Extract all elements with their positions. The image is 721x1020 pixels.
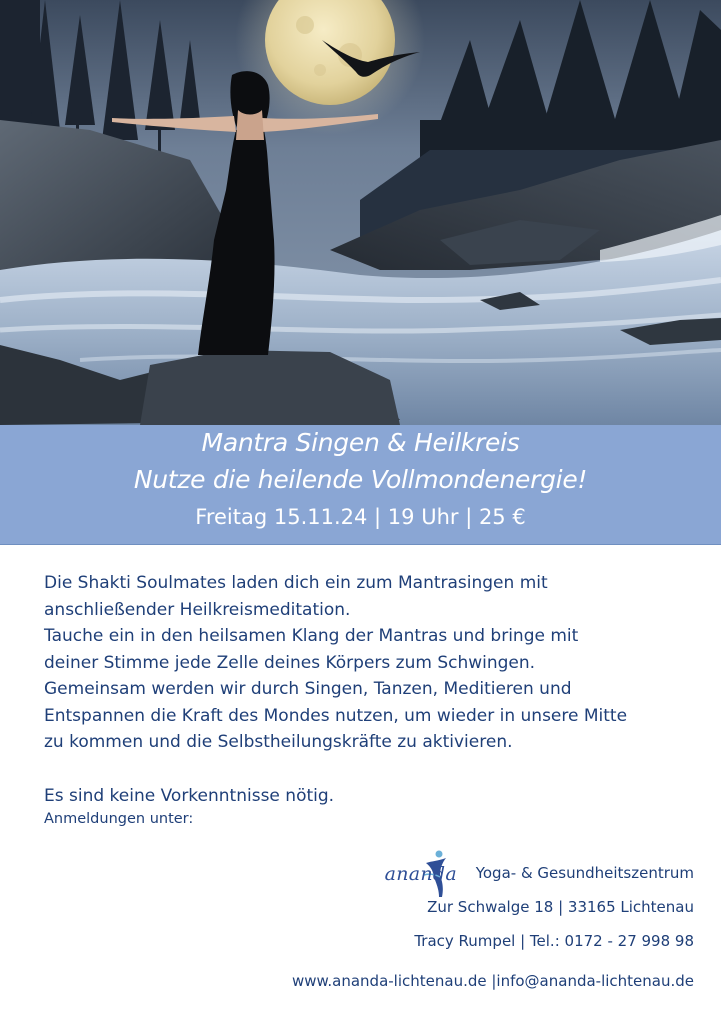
contact-person: Tracy Rumpel | Tel.: 0172 - 27 998 98 [414,932,694,950]
description-line: Gemeinsam werden wir durch Singen, Tanzen, Meditieren und [44,679,572,699]
web-email: www.ananda-lichtenau.de |info@ananda-lichtenau.de [291,972,694,990]
event-description [44,570,694,829]
logo-wordmark: ananda [384,863,457,885]
description-line: Entspannen die Kraft des Mondes nutzen, um wieder in unsere Mitte [44,705,628,726]
prerequisites-note: Es sind keine Vorkenntnisse nötig. [44,785,335,806]
event-subtitle: Nutze die heilende Vollmondenergie! [133,465,588,494]
contact-block [234,845,694,991]
description-line: Tauche ein in den heilsamen Klang der Mantras und bringe mit [44,626,579,646]
description-line: anschließender Heilkreismeditation. [44,599,351,620]
event-banner [0,425,721,545]
logo-tagline: Yoga- & Gesundheitszentrum [475,864,694,882]
hero-photo [0,0,721,425]
description-line: Die Shakti Soulmates laden dich ein zum Mantrasingen mit [44,573,548,593]
description-line: deiner Stimme jede Zelle deines Körpers zum Schwingen. [44,652,536,673]
event-date-line: Freitag 15.11.24 | 19 Uhr | 25 € [195,505,526,529]
address: Zur Schwalge 18 | 33165 Lichtenau [427,898,694,916]
description-line: zu kommen und die Selbstheilungskräfte zu aktivieren. [44,732,513,752]
registration-label: Anmeldungen unter: [44,811,194,827]
ananda-logo [234,845,694,897]
event-title: Mantra Singen & Heilkreis [201,428,520,457]
